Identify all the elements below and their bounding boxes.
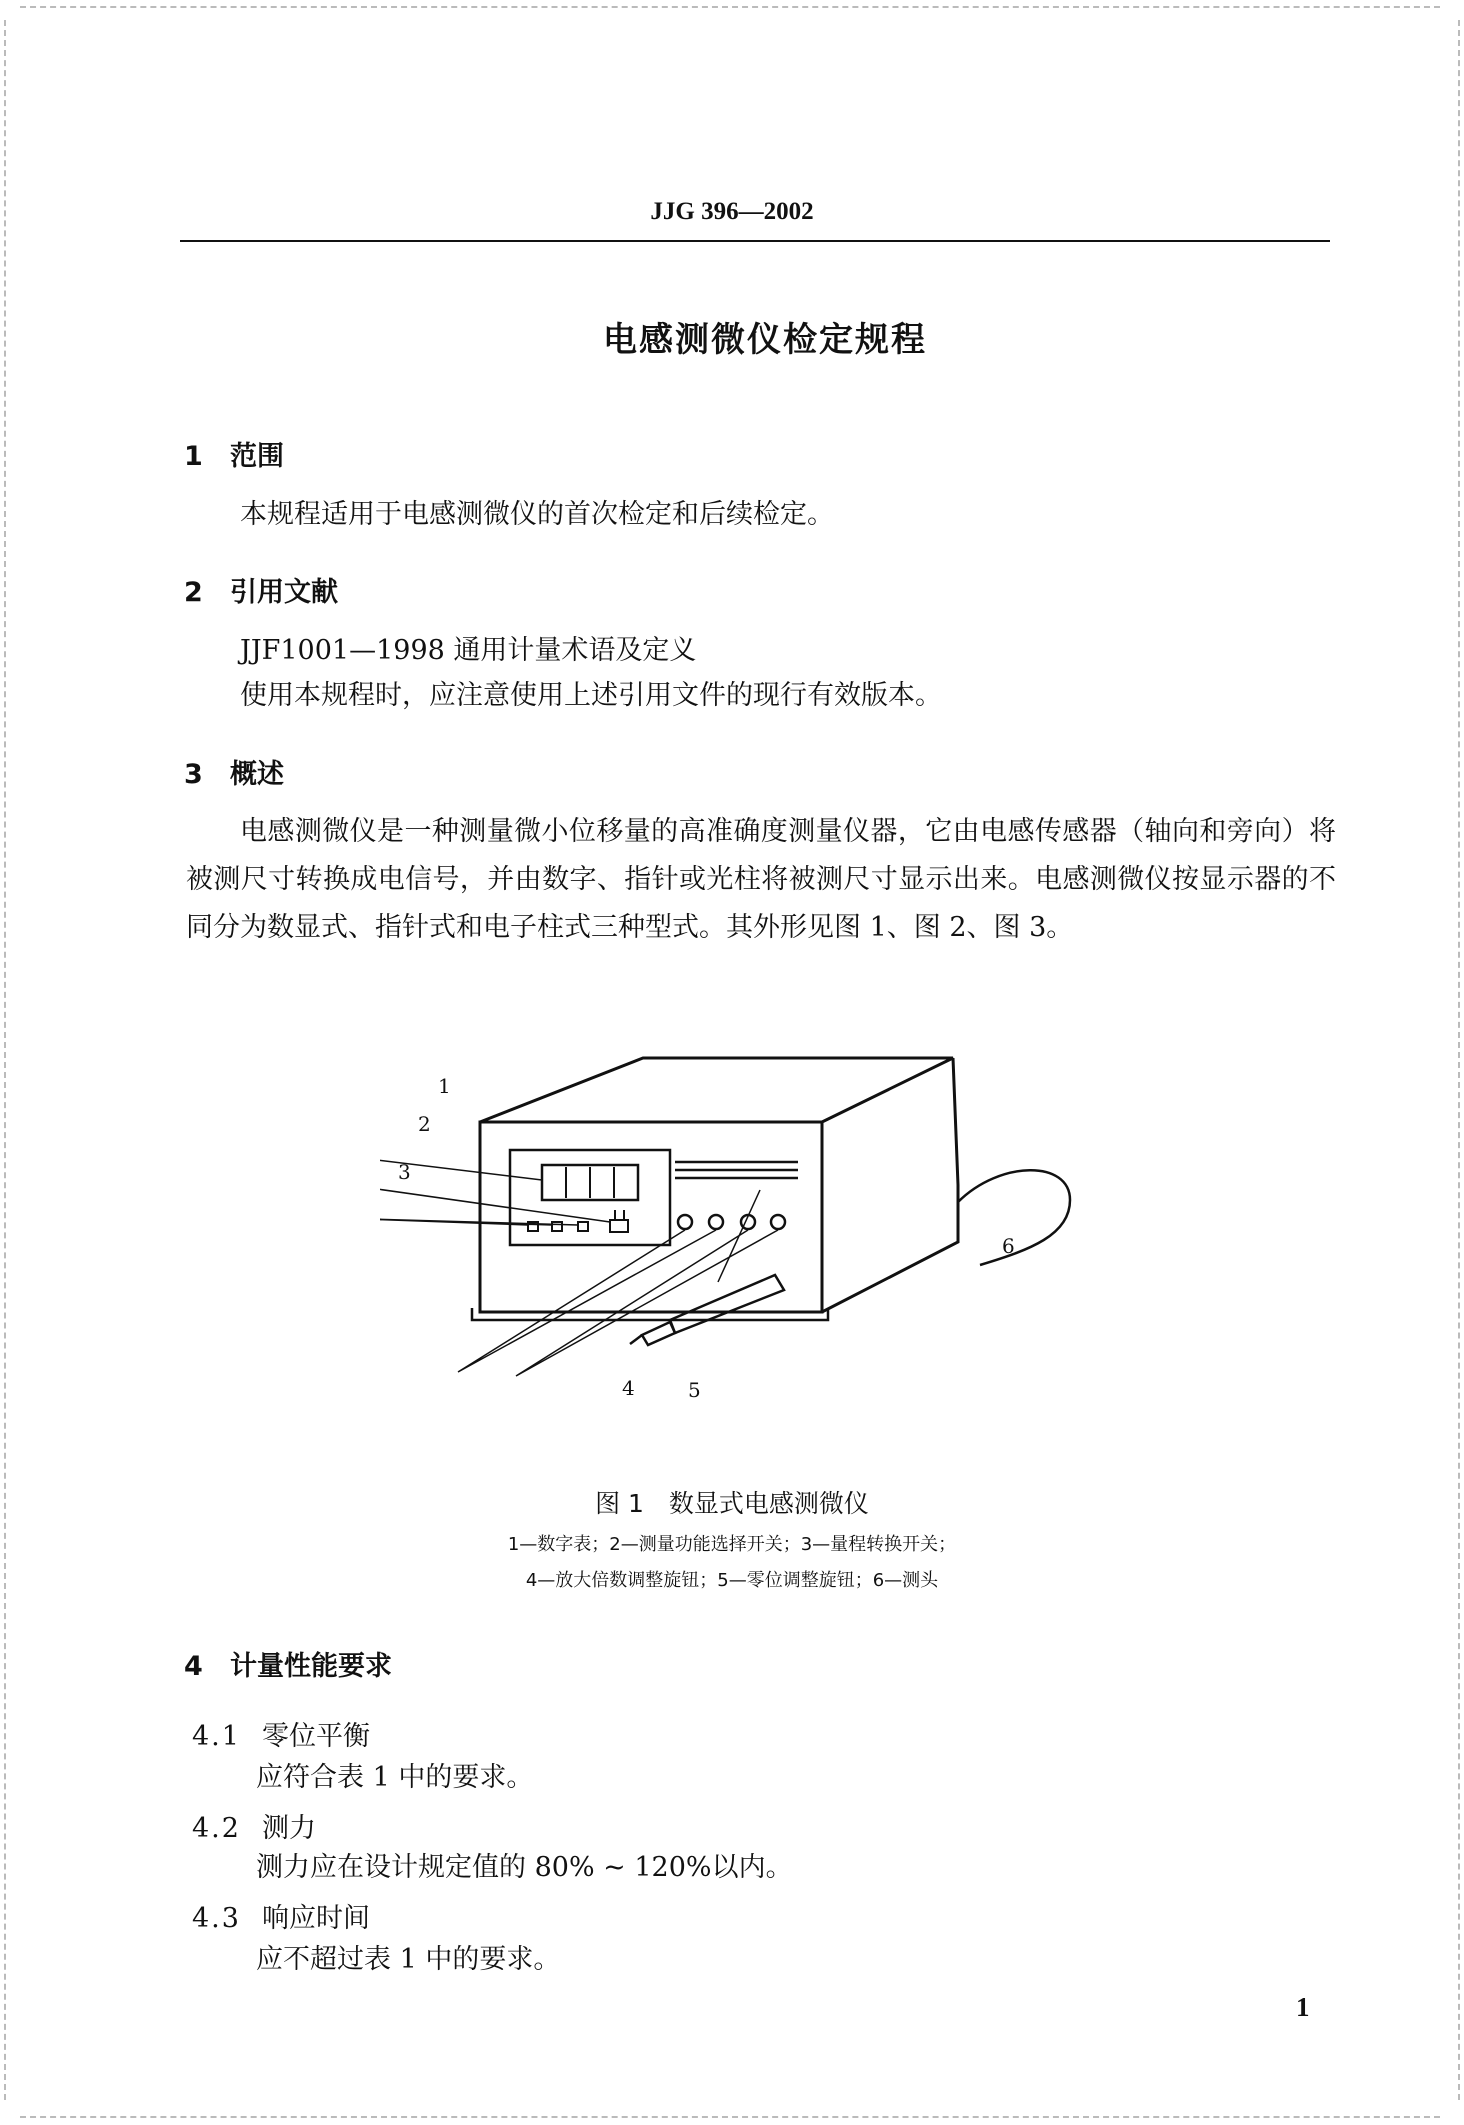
- section-title: 引用文献: [230, 577, 338, 608]
- subsection-4-3-text: 应不超过表 1 中的要求。: [256, 1944, 561, 1975]
- gain-knob: [678, 1215, 692, 1229]
- subsection-title: 零位平衡: [262, 1721, 370, 1752]
- callout-5: 5: [688, 1378, 701, 1402]
- probe-head: [670, 1275, 784, 1333]
- subsection-title: 响应时间: [262, 1903, 370, 1934]
- figure-caption: 图 1 数显式电感测微仪: [595, 1489, 869, 1518]
- subsection-number: 4.2: [192, 1813, 241, 1844]
- section-title: 范围: [230, 441, 284, 472]
- section-2-heading: [184, 570, 338, 609]
- header-rule: [180, 240, 1330, 242]
- page-number: 1: [1296, 1992, 1310, 2022]
- subsection-number: 4.3: [192, 1903, 241, 1934]
- section-number: 1: [184, 441, 203, 472]
- scan-edge-top: [20, 6, 1440, 8]
- section-number: 3: [184, 759, 203, 790]
- figure-legend-line-1: 1—数字表；2—测量功能选择开关；3—量程转换开关；: [507, 1534, 957, 1555]
- callout-1: 1: [438, 1074, 451, 1098]
- section-4-heading: [184, 1644, 392, 1683]
- subsection-4-1-text: 应符合表 1 中的要求。: [256, 1762, 534, 1793]
- section-1-text: 本规程适用于电感测微仪的首次检定和后续检定。: [240, 499, 834, 530]
- document-title: 电感测微仪检定规程: [603, 320, 927, 360]
- subsection-4-2-text: 测力应在设计规定值的 80% ~ 120%以内。: [256, 1852, 793, 1883]
- section-3-heading: [184, 752, 284, 791]
- subsection-4-2-heading: [192, 1806, 316, 1845]
- section-title: 计量性能要求: [230, 1651, 392, 1682]
- range-switch-button: [578, 1222, 588, 1231]
- section-number: 4: [184, 1651, 203, 1682]
- function-switch-button: [610, 1220, 628, 1232]
- subsection-4-1-heading: [192, 1714, 370, 1753]
- range-switch-button: [552, 1222, 562, 1231]
- figure-legend-line-2: 4—放大倍数调整旋钮；5—零位调整旋钮；6—测头: [525, 1570, 939, 1591]
- callout-2: 2: [418, 1112, 431, 1136]
- section-number: 2: [184, 577, 203, 608]
- subsection-title: 测力: [262, 1813, 316, 1844]
- reference-line-2: 使用本规程时，应注意使用上述引用文件的现行有效版本。: [240, 680, 942, 711]
- callout-6: 6: [1002, 1234, 1015, 1258]
- callout-3: 3: [398, 1160, 411, 1184]
- subsection-number: 4.1: [192, 1721, 241, 1752]
- callout-4: 4: [622, 1376, 635, 1400]
- section-1-heading: [184, 434, 284, 473]
- standard-code: JJG 396—2002: [650, 198, 814, 225]
- figure-1-diagram: [380, 1050, 1140, 1410]
- subsection-4-3-heading: [192, 1896, 370, 1935]
- device-top-face: [480, 1058, 953, 1122]
- reference-line-1: JJF1001—1998 通用计量术语及定义: [240, 635, 697, 666]
- gain-knob: [709, 1215, 723, 1229]
- zero-knob: [771, 1215, 785, 1229]
- device-side-face: [822, 1058, 958, 1312]
- scan-edge-bottom: [20, 2116, 1440, 2118]
- section-title: 概述: [230, 759, 284, 790]
- section-3-paragraph: 电感测微仪是一种测量微小位移量的高准确度测量仪器，它由电感传感器（轴向和旁向）将被测尺寸转换成电信号，并由数字、指针或光柱将被测尺寸显示出来。电感测微仪按显示器的不同分为数显式、指针式和电子柱式三种型式。其外形见图 1、图 2、图 3。: [186, 816, 1336, 943]
